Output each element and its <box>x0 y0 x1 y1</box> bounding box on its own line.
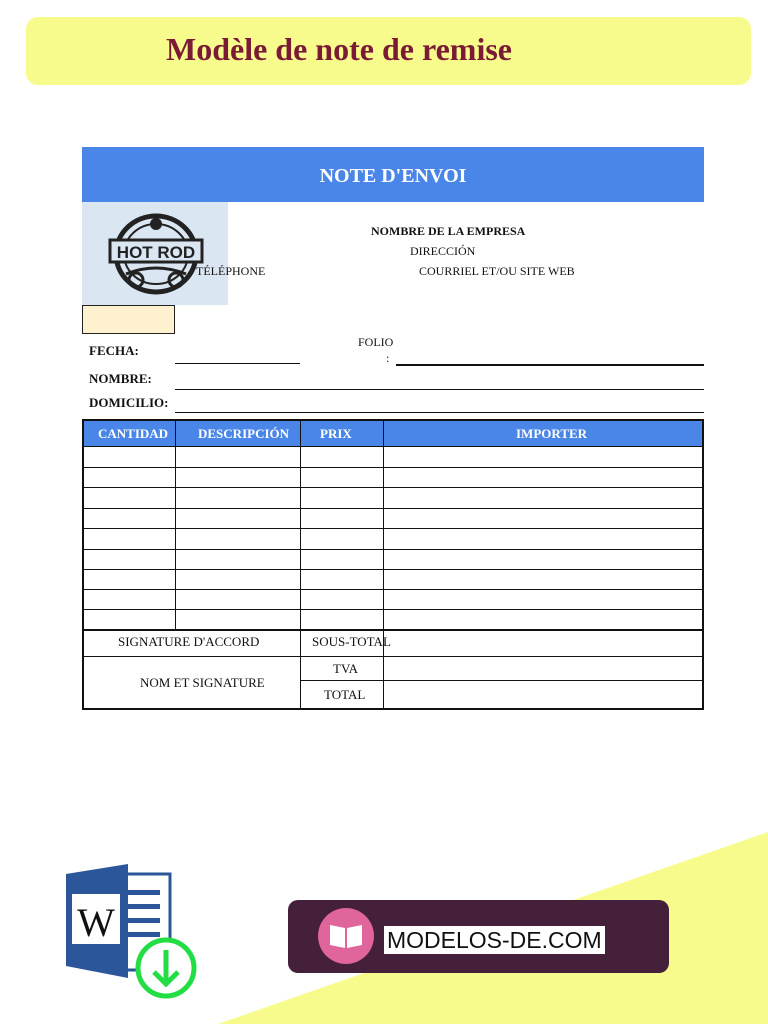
folio-label: FOLIO <box>358 335 394 349</box>
column-header-amount: IMPORTER <box>516 426 588 441</box>
table-header <box>84 421 702 446</box>
table-row[interactable] <box>84 609 702 610</box>
name-label: NOMBRE: <box>89 371 152 386</box>
word-document-icon: W <box>77 900 115 945</box>
company-name: NOMBRE DE LA EMPRESA <box>371 224 526 238</box>
subtotal-label: SOUS-TOTAL <box>312 634 391 649</box>
name-signature-label: NOM ET SIGNATURE <box>140 675 265 690</box>
name-line[interactable] <box>175 389 704 390</box>
table-row[interactable] <box>84 487 702 488</box>
title-banner <box>26 17 751 85</box>
column-header-description: DESCRIPCIÓN <box>198 426 290 441</box>
book-icon <box>318 908 374 964</box>
logo-input-field[interactable] <box>82 305 175 334</box>
brand-logo <box>318 908 374 964</box>
brand-name: MODELOS-DE.COM <box>384 926 605 954</box>
table-divider <box>383 421 384 710</box>
company-logo <box>108 212 204 296</box>
company-email-web: COURRIEL ET/OU SITE WEB <box>419 264 575 278</box>
logo-area <box>82 202 228 305</box>
table-divider <box>175 421 176 630</box>
brand-badge[interactable] <box>288 900 669 973</box>
table-row[interactable] <box>84 467 702 468</box>
column-header-price: PRIX <box>320 426 352 441</box>
table-divider <box>300 421 301 710</box>
word-download-icon[interactable] <box>66 862 201 1007</box>
total-label: TOTAL <box>324 687 366 702</box>
table-row[interactable] <box>84 549 702 550</box>
table-row[interactable] <box>84 528 702 529</box>
tax-label: TVA <box>333 661 359 676</box>
date-line[interactable] <box>175 363 300 364</box>
table-row[interactable] <box>84 656 702 657</box>
company-address: DIRECCIÓN <box>410 244 476 258</box>
folio-line[interactable] <box>396 364 704 366</box>
address-line[interactable] <box>175 412 704 413</box>
signature-label: SIGNATURE D'ACCORD <box>118 634 260 649</box>
table-row[interactable] <box>84 589 702 590</box>
table-row[interactable] <box>84 629 702 631</box>
folio-colon: : <box>386 351 390 365</box>
page-title: Modèle de note de remise <box>166 31 512 67</box>
logo-text: HOT ROD <box>116 243 196 262</box>
address-label: DOMICILIO: <box>89 395 169 410</box>
column-header-quantity: CANTIDAD <box>98 426 169 441</box>
date-label: FECHA: <box>89 343 139 358</box>
form-header: NOTE D'ENVOI <box>82 147 704 202</box>
table-row[interactable] <box>84 508 702 509</box>
table-row[interactable] <box>84 446 702 447</box>
company-phone: TÉLÉPHONE <box>196 264 266 278</box>
items-table <box>82 419 704 710</box>
table-row[interactable] <box>300 680 704 681</box>
table-row[interactable] <box>84 569 702 570</box>
